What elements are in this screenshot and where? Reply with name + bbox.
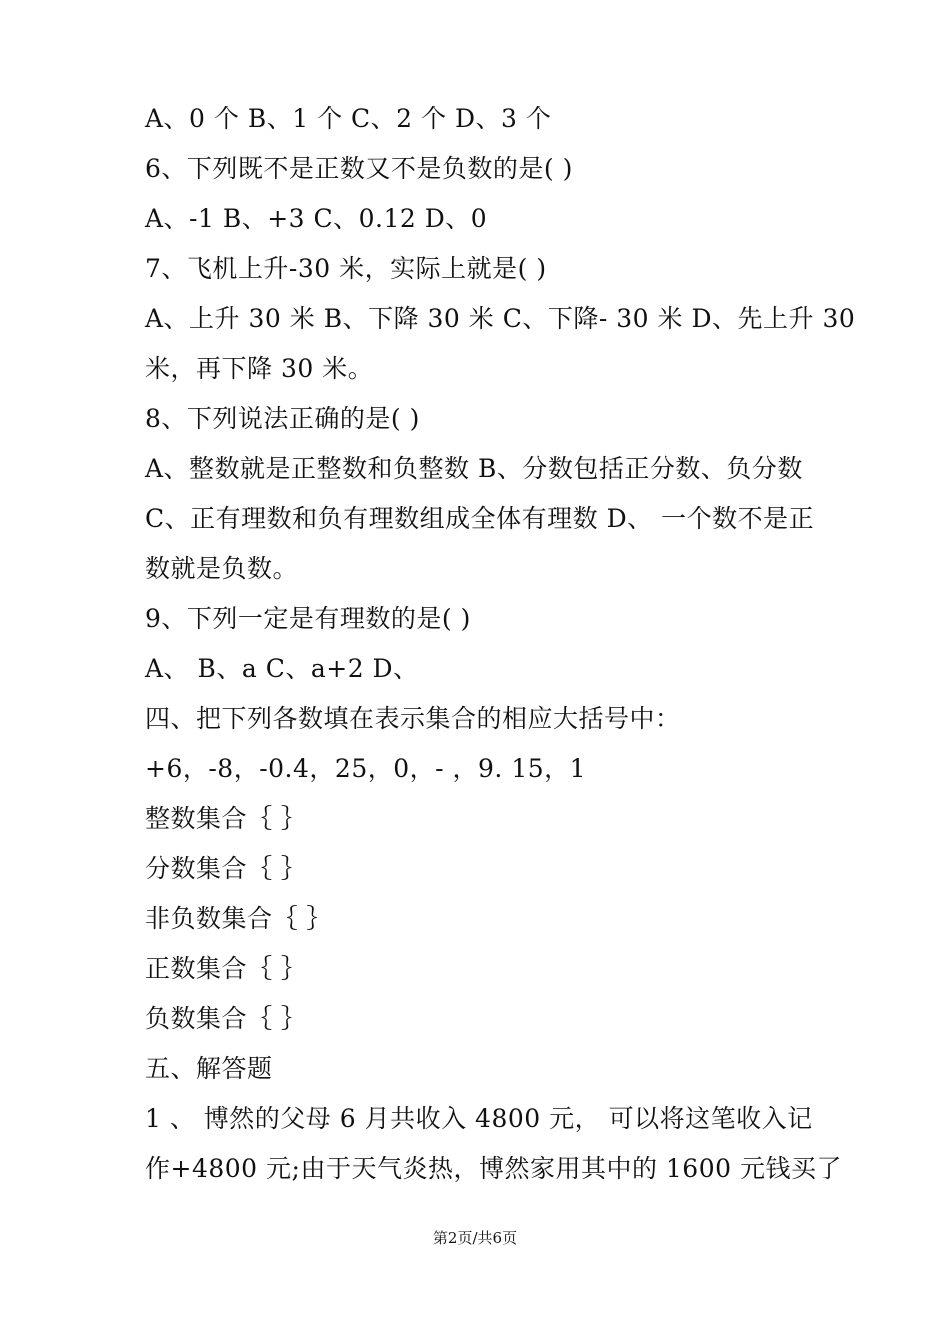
option-line-q7-cont: 米，再下降 30 米。 — [145, 354, 374, 383]
set-fractions: 分数集合｛ ｝ — [145, 854, 307, 883]
problem-1-line-2: 作+4800 元;由于天气炎热，博然家用其中的 1600 元钱买了 — [145, 1154, 842, 1183]
option-line-q8-a: A、整数就是正整数和负整数 B、分数包括正分数、负分数 — [145, 454, 803, 483]
section-4-heading: 四、把下列各数填在表示集合的相应大括号中： — [145, 704, 681, 733]
option-line-q8-c: C、正有理数和负有理数组成全体有理数 D、 一个数不是正 — [145, 504, 815, 533]
option-line-q8-cont: 数就是负数。 — [145, 554, 299, 583]
question-7: 7、飞机上升-30 米，实际上就是( ) — [145, 254, 547, 283]
option-line-q9: A、 B、a C、a+2 D、 — [145, 654, 419, 683]
problem-1-line-1: 1 、 博然的父母 6 月共收入 4800 元， 可以将这笔收入记 — [145, 1104, 813, 1133]
option-line-q6: A、-1 B、+3 C、0.12 D、0 — [145, 204, 488, 233]
section-5-heading: 五、解答题 — [145, 1054, 273, 1083]
question-9: 9、下列一定是有理数的是( ) — [145, 604, 471, 633]
page-footer: 第2页/共6页 — [432, 1229, 518, 1247]
set-integers: 整数集合｛ ｝ — [145, 804, 307, 833]
question-6: 6、下列既不是正数又不是负数的是( ) — [145, 154, 573, 183]
set-positive: 正数集合｛ ｝ — [145, 954, 307, 983]
set-non-negative: 非负数集合｛ ｝ — [145, 904, 332, 933]
number-list: +6，-8，-0.4，25，0，- ，9. 15，1 — [145, 754, 587, 783]
set-negative: 负数集合｛ ｝ — [145, 1004, 307, 1033]
page-content — [145, 94, 856, 1194]
question-8: 8、下列说法正确的是( ) — [145, 404, 420, 433]
option-line-q7: A、上升 30 米 B、下降 30 米 C、下降- 30 米 D、先上升 30 — [145, 304, 856, 333]
option-line-q5: A、0 个 B、1 个 C、2 个 D、3 个 — [145, 104, 552, 133]
